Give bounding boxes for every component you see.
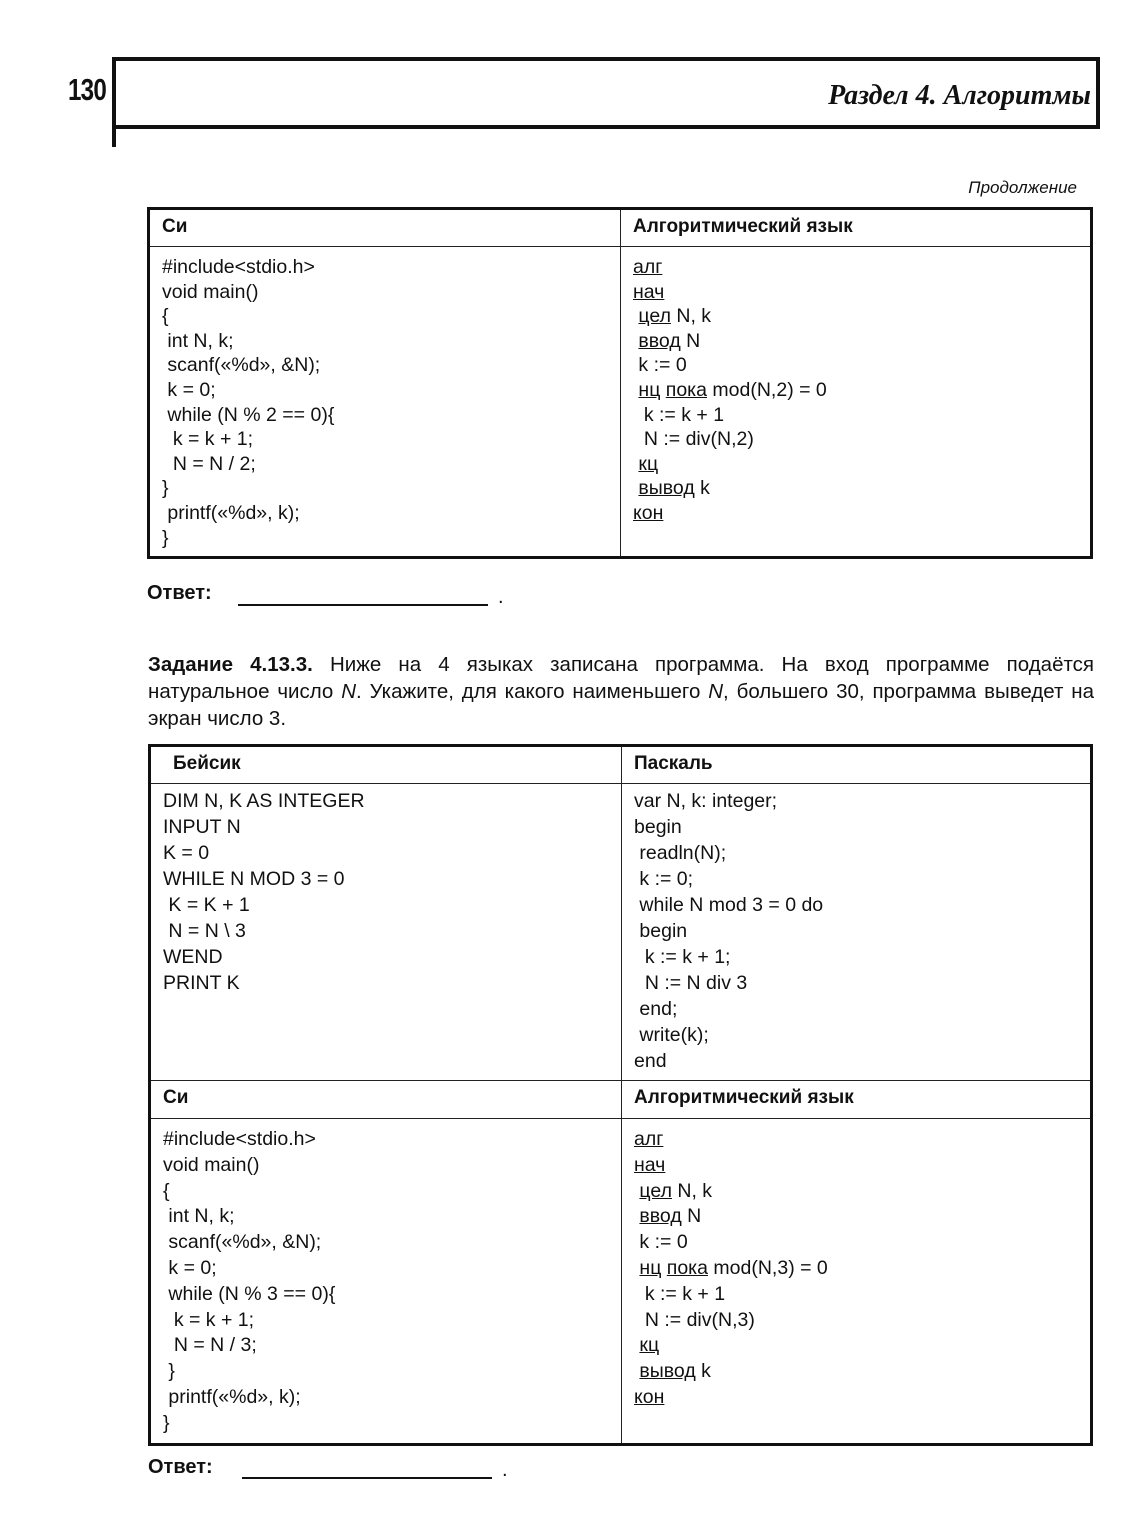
code-line: k := 0; [634, 868, 694, 890]
code-line: WEND [163, 946, 223, 968]
code-line: k := k + 1; [634, 946, 731, 968]
keyword: вывод [639, 1360, 696, 1383]
code-table-2 [148, 744, 1093, 1446]
code-text: k := k + 1 [643, 403, 725, 426]
task-var-n: N [341, 680, 357, 703]
code-line: int N, k; [163, 1205, 235, 1228]
code-line [633, 501, 1080, 526]
code-line: scanf(«%d», &N); [163, 1231, 322, 1254]
code-line [634, 1204, 1080, 1230]
code-text [634, 1309, 645, 1331]
task-text-2: . Укажите, для какого наименьшего [356, 680, 709, 703]
code-line: var N, k: integer; [634, 790, 778, 812]
code-line [634, 1282, 1080, 1308]
task-4-13-3 [148, 651, 1094, 732]
code-text: N [680, 329, 701, 352]
code-line: } [163, 1360, 175, 1383]
keyword: нц [638, 378, 661, 401]
code-line: while (N % 2 == 0){ [162, 403, 335, 426]
code-line: end; [634, 998, 678, 1020]
code-line [633, 304, 1080, 329]
code-line: } [163, 1411, 170, 1434]
keyword: ввод [638, 329, 681, 352]
table2-header-c: Си [150, 1081, 622, 1119]
code-text: mod(N,2) = 0 [707, 378, 827, 401]
code-text [633, 404, 644, 426]
code-line [634, 1127, 1080, 1153]
code-text: k := 0 [639, 1231, 688, 1254]
code-line: int N, k; [162, 329, 234, 352]
code-line [633, 452, 1080, 477]
task-text-3: , большего 30, программа выведет на экран число 3. [148, 680, 1094, 730]
table1-alg-code [621, 247, 1092, 558]
keyword: пока [666, 1256, 708, 1279]
code-table-1 [147, 207, 1093, 559]
table2-pascal-code [622, 784, 1092, 1081]
table1-c-code [149, 247, 621, 558]
code-text: k := 0 [638, 354, 687, 377]
code-line: N := N div 3 [634, 972, 748, 994]
keyword: цел [638, 305, 671, 328]
keyword: цел [639, 1179, 672, 1202]
table2-basic-code [150, 784, 622, 1081]
code-line: { [163, 1179, 170, 1202]
table1-header-alg: Алгоритмический язык [621, 209, 1092, 247]
code-line [634, 1385, 1080, 1411]
code-text: k [695, 1360, 711, 1383]
keyword: алг [634, 1128, 664, 1150]
code-line [633, 255, 1080, 280]
keyword: ввод [639, 1205, 682, 1228]
task-label: Задание 4.13.3. [148, 653, 313, 676]
code-line: k = k + 1; [162, 428, 254, 451]
keyword: кон [633, 501, 664, 524]
code-line: void main() [162, 280, 259, 303]
code-line: while N mod 3 = 0 do [634, 894, 824, 916]
task-var-n-2: N [708, 680, 724, 703]
answer-label-2: Ответ: [148, 1456, 213, 1478]
table2-alg-code [622, 1119, 1092, 1445]
code-line [633, 403, 1080, 428]
task-text-1: Ниже на 4 языках записана программа. На вход программе подаётся натуральное число [148, 653, 1094, 703]
code-line: k = 0; [162, 378, 216, 401]
code-text: k [694, 477, 710, 500]
code-line: #include<stdio.h> [163, 1128, 316, 1150]
keyword: нач [633, 280, 665, 303]
keyword: кон [634, 1385, 665, 1408]
section-title: Раздел 4. Алгоритмы [828, 80, 1091, 111]
code-text: mod(N,3) = 0 [708, 1256, 828, 1279]
code-text: N [681, 1205, 702, 1228]
code-line: write(k); [634, 1024, 709, 1046]
code-line: k = k + 1; [163, 1308, 255, 1331]
code-line: printf(«%d», k); [162, 501, 300, 524]
code-line: } [162, 526, 169, 549]
code-line: K = K + 1 [163, 894, 250, 916]
code-line: K = 0 [163, 842, 210, 864]
code-line: N = N / 2; [162, 452, 256, 475]
keyword: кц [639, 1334, 660, 1357]
code-line: void main() [163, 1153, 260, 1176]
table2-header-pascal: Паскаль [622, 746, 1092, 784]
code-text: N := div(N,3) [644, 1308, 755, 1331]
continuation-label: Продолжение [968, 178, 1077, 197]
code-text: k := k + 1 [644, 1282, 726, 1305]
answer-dot-2: . [502, 1459, 508, 1481]
answer-label-1: Ответ: [147, 582, 212, 604]
code-line: printf(«%d», k); [163, 1385, 301, 1408]
code-line [634, 1333, 1080, 1359]
code-line [634, 1256, 1080, 1282]
code-line: PRINT K [163, 972, 240, 994]
keyword: алг [633, 256, 663, 278]
code-line [634, 1153, 1080, 1179]
keyword: вывод [638, 477, 695, 500]
code-line [634, 1230, 1080, 1256]
answer-blank-1[interactable] [238, 604, 488, 606]
keyword: пока [665, 378, 707, 401]
header-frame-tick [112, 129, 116, 147]
table2-c-code [150, 1119, 622, 1445]
code-line [633, 329, 1080, 354]
code-text [633, 428, 644, 450]
code-line: DIM N, K AS INTEGER [163, 790, 365, 812]
code-line: scanf(«%d», &N); [162, 354, 321, 377]
code-line [634, 1179, 1080, 1205]
code-line: } [162, 477, 169, 500]
code-line [634, 1359, 1080, 1385]
code-line: WHILE N MOD 3 = 0 [163, 868, 345, 890]
code-line: end [634, 1050, 667, 1072]
table2-header-basic: Бейсик [150, 746, 622, 784]
table1-header-c: Си [149, 209, 621, 247]
answer-blank-2[interactable] [242, 1477, 492, 1479]
code-line [633, 378, 1080, 403]
code-line [633, 427, 1080, 452]
code-line: begin [634, 920, 688, 942]
code-line [634, 1308, 1080, 1334]
code-line [633, 476, 1080, 501]
keyword: кц [638, 452, 659, 475]
code-line: INPUT N [163, 816, 241, 838]
answer-dot-1: . [498, 586, 504, 608]
code-line: k = 0; [163, 1256, 217, 1279]
code-text: N, k [670, 305, 712, 328]
code-line: N = N \ 3 [163, 920, 246, 942]
page-number: 130 [68, 72, 107, 107]
code-line [633, 280, 1080, 305]
code-text [634, 1283, 645, 1305]
code-line: readln(N); [634, 842, 727, 864]
code-line: N = N / 3; [163, 1334, 257, 1357]
keyword: нц [639, 1256, 662, 1279]
code-text: N := div(N,2) [643, 428, 754, 451]
code-line [633, 353, 1080, 378]
code-line: while (N % 3 == 0){ [163, 1282, 336, 1305]
code-line: { [162, 305, 169, 328]
table2-header-alg: Алгоритмический язык [622, 1081, 1092, 1119]
keyword: нач [634, 1153, 666, 1176]
code-line: #include<stdio.h> [162, 256, 315, 278]
code-line: begin [634, 816, 682, 838]
code-text: N, k [671, 1179, 713, 1202]
